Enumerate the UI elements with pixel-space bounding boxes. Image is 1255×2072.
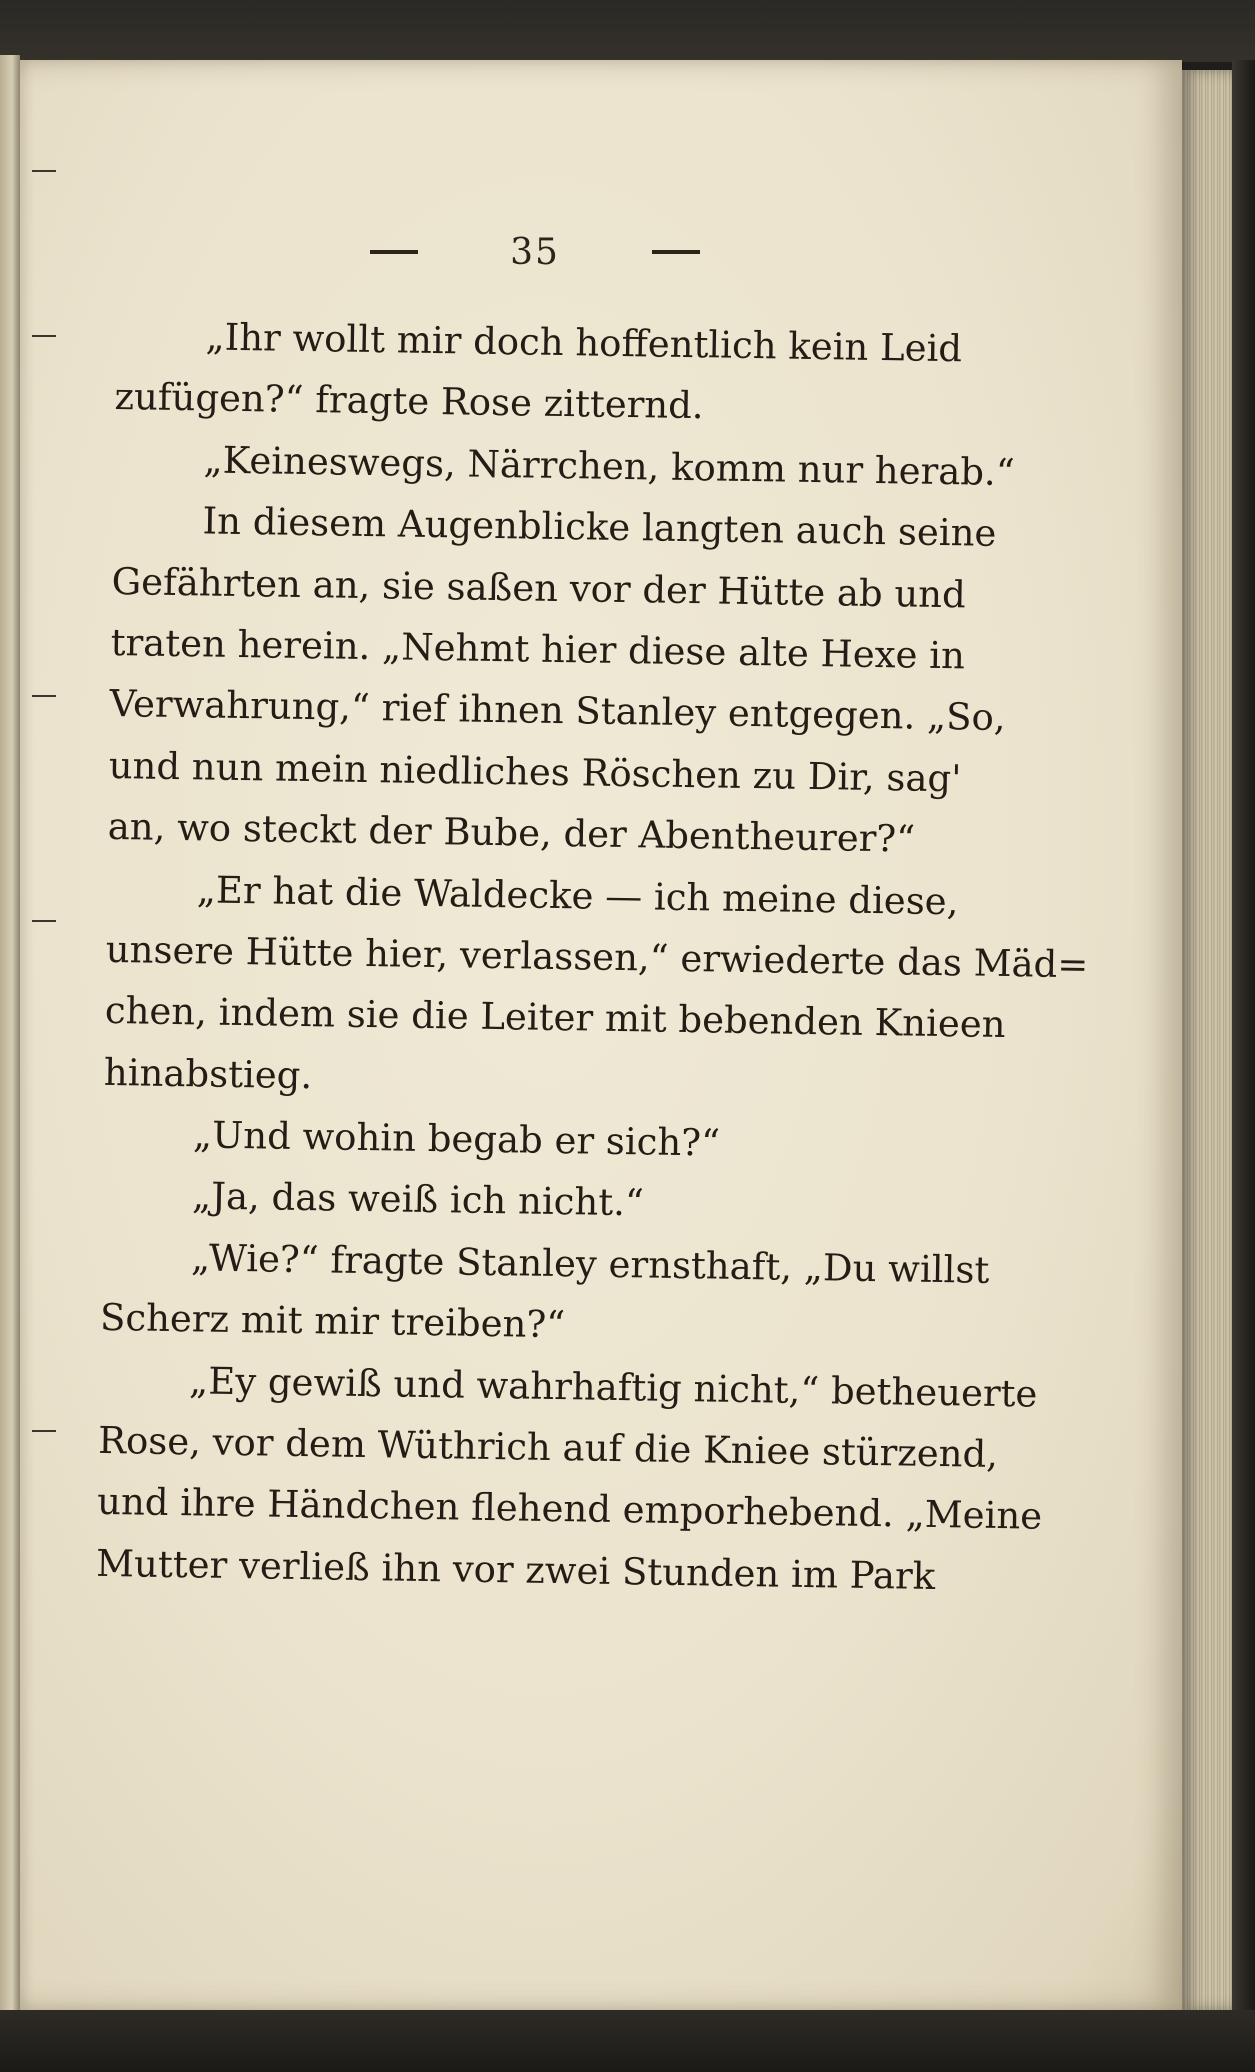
binding-shadow: [1232, 60, 1255, 2015]
page-stack-edge: [1182, 70, 1232, 2010]
text-line: traten herein. „Nehmt hier diese alte Hexe in: [110, 620, 966, 678]
margin-mark: [32, 1430, 56, 1432]
text-line: „Keineswegs, Närrchen, komm nur herab.“: [203, 438, 1016, 494]
body-text: [95, 305, 1089, 1607]
text-line: zufügen?“ fragte Rose zitternd.: [114, 375, 704, 428]
text-line: „Ihr wollt mir doch hoffentlich kein Leid: [205, 315, 963, 371]
text-line: Scherz mit mir treiben?“: [99, 1296, 566, 1347]
text-line: chen, indem sie die Leiter mit bebenden Knieen: [104, 989, 1006, 1047]
text-line: unsere Hütte hier, verlassen,“ erwiederte das Mäd=: [105, 927, 1089, 987]
page-number: 35: [510, 231, 560, 273]
text-line: „Ja, das weiß ich nicht.“: [191, 1174, 645, 1225]
book-cover-bottom: [0, 2010, 1255, 2072]
margin-mark: [32, 335, 56, 337]
header-dash-left: [370, 250, 418, 254]
text-line: Verwahrung,“ rief ihnen Stanley entgegen. „So,: [109, 682, 1006, 740]
margin-mark: [32, 920, 56, 922]
text-line: Mutter verließ ihn vor zwei Stunden im Park: [95, 1541, 936, 1598]
text-line: In diesem Augenblicke langten auch seine: [202, 499, 997, 556]
text-line: „Und wohin begab er sich?“: [192, 1113, 721, 1165]
text-line: „Er hat die Waldecke — ich meine diese,: [196, 867, 959, 923]
text-line: und ihre Händchen flehend emporhebend. „Meine: [96, 1480, 1043, 1539]
text-line: Gefährten an, sie saßen vor der Hütte ab und: [111, 559, 967, 616]
text-line: „Wie?“ fragte Stanley ernsthaft, „Du willst: [190, 1236, 990, 1292]
book-cover-top: [0, 0, 1255, 62]
text-line: an, wo steckt der Bube, der Abentheurer?“: [107, 805, 916, 861]
margin-mark: [32, 170, 56, 172]
header-dash-right: [652, 250, 700, 254]
text-line: „Ey gewiß und wahrhaftig nicht,“ betheuerte: [188, 1358, 1038, 1416]
text-line: und nun mein niedliches Röschen zu Dir, sag': [108, 743, 962, 801]
page-header: [370, 222, 700, 282]
text-line: Rose, vor dem Wüthrich auf die Kniee stürzend,: [97, 1418, 999, 1477]
margin-mark: [32, 695, 56, 697]
facing-page-edge: [0, 55, 20, 2020]
text-line: hinabstieg.: [103, 1050, 313, 1097]
